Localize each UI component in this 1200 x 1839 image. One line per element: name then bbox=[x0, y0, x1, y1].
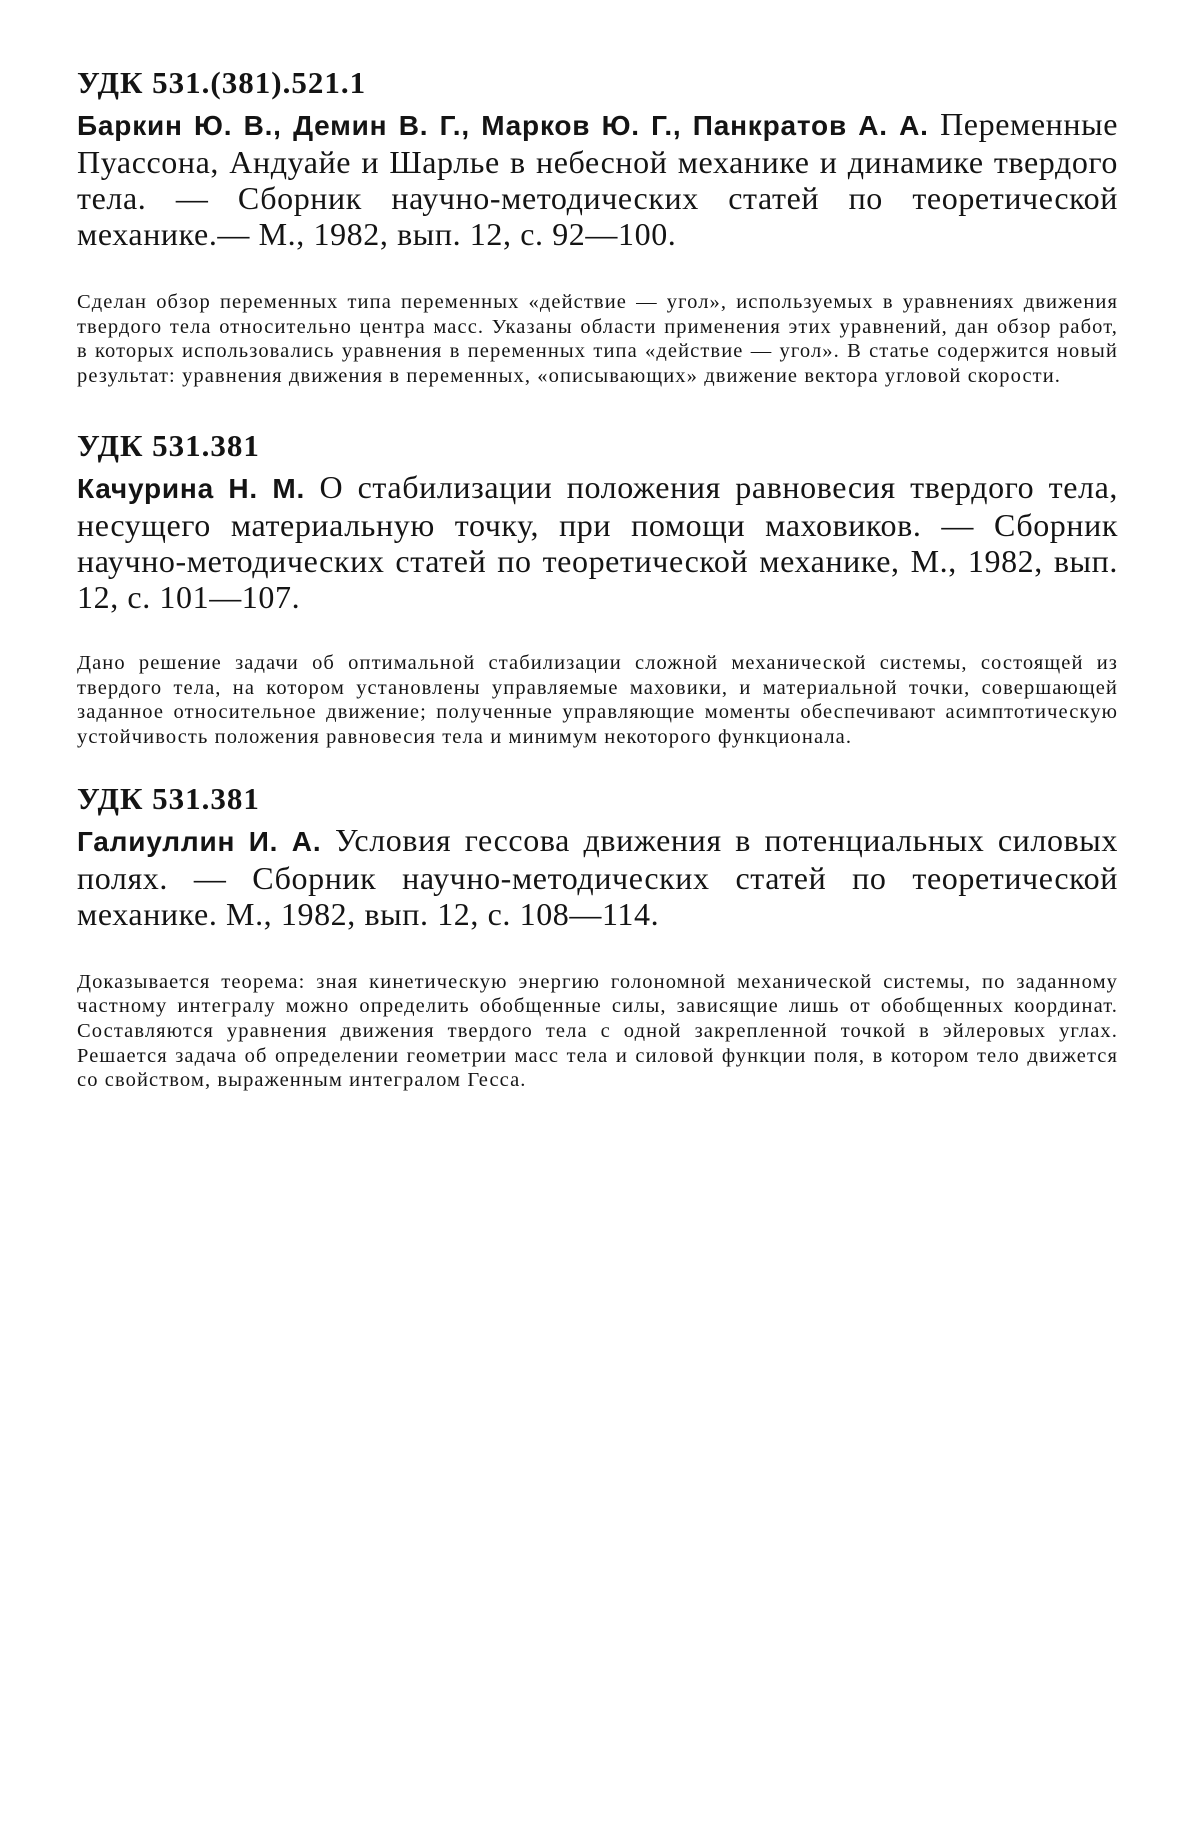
citation bbox=[77, 822, 1118, 932]
document-page bbox=[0, 0, 1200, 1839]
article-title: Условия гессова движения в потенциальных силовых полях. — Сборник научно-методических статей по теоретической механике. М., 1982, вып. 12, с. 108—114. bbox=[77, 822, 1118, 932]
abstract: Дано решение задачи об оптимальной стабилизации сложной механической системы, состоящей из твердого тела, на котором установлены управляемые маховики, и материальной точки, совершающей заданное относительное движение; полученные управляющие моменты обеспечивают асимптотическую устойчивость положения равновесия тела и минимум некоторого функционала. bbox=[77, 651, 1118, 750]
bibliographic-entry bbox=[77, 427, 1118, 750]
article-title: О стабилизации положения равновесия твердого тела, несущего материальную точку, при помощи маховиков. — Сборник научно-методических статей по теоретической механике, М., 1982, вып. 12, с. 101—107. bbox=[77, 469, 1118, 615]
udk-code: УДК 531.381 bbox=[77, 427, 1118, 465]
udk-code: УДК 531.381 bbox=[77, 780, 1118, 818]
authors: Качурина Н. М. bbox=[77, 473, 305, 504]
udk-code: УДК 531.(381).521.1 bbox=[77, 64, 1118, 102]
authors: Галиуллин И. А. bbox=[77, 826, 321, 857]
authors: Баркин Ю. В., Демин В. Г., Марков Ю. Г., Панкратов А. А. bbox=[77, 110, 929, 141]
abstract: Сделан обзор переменных типа переменных «действие — угол», используемых в уравнениях движения твердого тела относительно центра масс. Указаны области применения этих уравнений, дан обзор работ, в которых использовались уравнения в переменных типа «действие — угол». В статье содержится новый результат: уравнения движения в переменных, «описывающих» движение вектора угловой скорости. bbox=[77, 290, 1118, 389]
citation bbox=[77, 469, 1118, 615]
citation bbox=[77, 106, 1118, 252]
bibliographic-entry bbox=[77, 780, 1118, 1094]
bibliographic-entry bbox=[77, 64, 1118, 389]
article-title: Переменные Пуассона, Андуайе и Шарлье в небесной механике и динамике твердого тела. — Сборник научно-методических статей по теоретической механике.— М., 1982, вып. 12, с. 92—100. bbox=[77, 106, 1118, 252]
abstract: Доказывается теорема: зная кинетическую энергию голономной механической системы, по заданному частному интегралу можно определить обобщенные силы, зависящие лишь от обобщенных координат. Составляются уравнения движения твердого тела с одной закрепленной точкой в эйлеровых углах. Решается задача об определении геометрии масс тела и силовой функции поля, в котором тело движется со свойством, выраженным интегралом Гесса. bbox=[77, 970, 1118, 1094]
